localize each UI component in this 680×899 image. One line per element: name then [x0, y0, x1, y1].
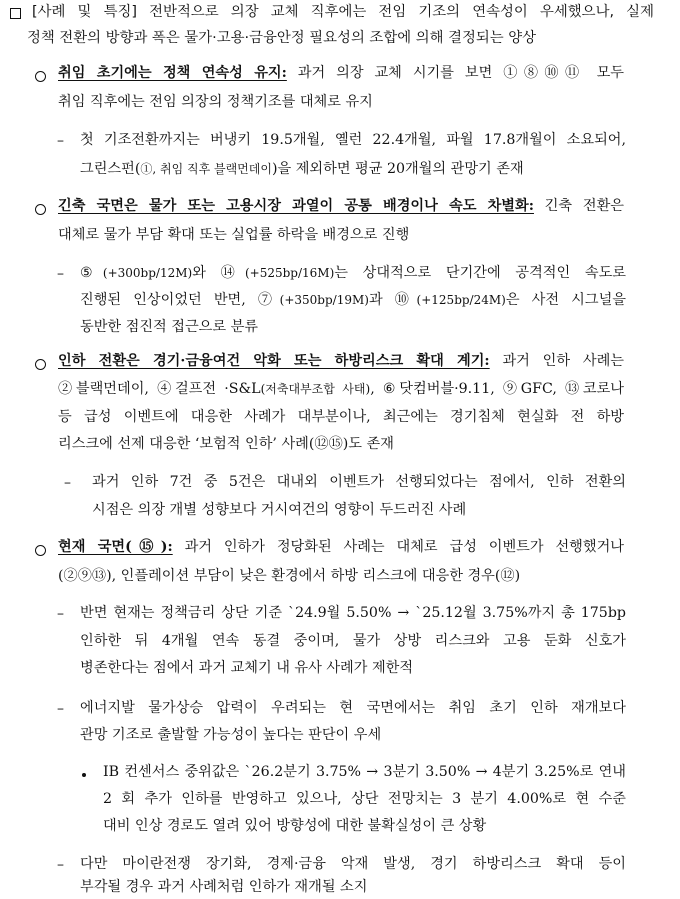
circle-bullet-icon: [35, 545, 46, 556]
s3-line-3: 등 급성 이벤트에 대응한 사례가 대부분이나, 최근에는 경기침체 현실화 전 하방: [58, 409, 624, 425]
s4-line-1: 현재 국면(⑮): 과거 인하가 정당화된 사례는 대체로 급성 이벤트가 선행했거나: [58, 539, 624, 555]
s4-dash2-line-2: 관망 기조로 출발할 가능성이 높다는 판단이 우세: [80, 727, 382, 743]
s2-dash-line-2: 진행된 인상이었던 반면, ⑦(+350bp/19M)과 ⑩(+125bp/24M)은 사전 시그널을: [80, 292, 626, 308]
square-bullet-icon: [10, 8, 21, 19]
header-line-2: 정책 전환의 방향과 폭은 물가·고용·금융안정 필요성의 조합에 의해 결정되는 양상: [27, 30, 537, 46]
s1-line-1: [58, 66, 624, 82]
s2-line-1: 긴축 국면은 물가 또는 고용시장 과열이 공통 배경이나 속도 차별화: 긴축 전환은: [58, 198, 625, 214]
dash-bullet-icon: –: [57, 133, 64, 149]
s4-title: 현재 국면(⑮):: [58, 539, 173, 555]
s4-dash1-line-1: 반면 현재는 정책금리 상단 기준 `24.9월 5.50% → `25.12월 3.75%까지 총 175bp: [80, 605, 626, 621]
s4-dash1-line-2: 인하한 뒤 4개월 연속 동결 중이며, 물가 상방 리스크와 고용 둔화 신호가: [80, 633, 626, 649]
s4-dash3-line-1: 다만 마이란전쟁 장기화, 경제·금융 악재 발생, 경기 하방리스크 확대 등이: [80, 856, 626, 872]
dot-bullet-icon: [82, 773, 86, 777]
circle-bullet-icon: [35, 359, 46, 370]
s2-title: 긴축 국면은 물가 또는 고용시장 과열이 공통 배경이나 속도 차별화:: [58, 198, 534, 214]
s4-dash2-line-1: 에너지발 물가상승 압력이 우려되는 현 국면에서는 취임 초기 인하 재개보다: [80, 700, 626, 716]
s2-dash-line-3: 동반한 점진적 접근으로 분류: [80, 319, 258, 335]
dash-bullet-icon: –: [57, 701, 64, 717]
s1-dash-line-2: 그린스펀(①, 취임 직후 블랙먼데이)을 제외하면 평균 20개월의 관망기 존재: [80, 161, 524, 177]
s4-bullet-line-1: IB 컨센서스 중위값은 `26.2분기 3.75% → 3분기 3.50% → 4분기 3.25%로 연내: [103, 764, 626, 780]
s2-dash-line-1: ⑤(+300bp/12M)와 ⑭(+525bp/16M)는 상대적으로 단기간에 공격적인 속도로: [80, 265, 626, 281]
s2-line-2: 대체로 물가 부담 확대 또는 실업률 하락을 배경으로 진행: [58, 227, 410, 243]
header-line-1: [사례 및 특징] 전반적으로 의장 교체 직후에는 전임 기조의 연속성이 우세했으나, 실제: [32, 4, 654, 20]
s3-line-2: ②블랙먼데이, ④걸프전 ·S&L(저축대부조합 사태), ⑥닷컴버블·9.11, ⑨GFC, ⑬코로나: [58, 381, 625, 397]
s1-title: 취임 초기에는 정책 연속성 유지:: [58, 65, 287, 81]
s3-dash-line-1: 과거 인하 7건 중 5건은 대내외 이벤트가 선행되었다는 점에서, 인하 전환의: [92, 474, 626, 490]
s3-dash-line-2: 시점은 의장 개별 성향보다 거시여건의 영향이 두드러진 사례: [92, 502, 467, 518]
s3-line-1: 인하 전환은 경기·금융여건 악화 또는 하방리스크 확대 계기: 과거 인하 사례는: [58, 353, 624, 369]
s4-bullet-line-3: 대비 인상 경로도 열려 있어 방향성에 대한 불확실성이 큰 상황: [103, 818, 487, 834]
s1-dash-line-1: 첫 기조전환까지는 버냉키 19.5개월, 옐런 22.4개월, 파월 17.8개월이 소요되어,: [80, 132, 626, 148]
s3-line-4: 리스크에 선제 대응한 ‘보험적 인하’ 사례(⑫⑮)도 존재: [58, 436, 394, 452]
s4-dash3-line-2: 부각될 경우 과거 사례처럼 인하가 재개될 소지: [80, 879, 368, 895]
dash-bullet-icon: –: [57, 606, 64, 622]
s4-bullet-line-2: 2 회 추가 인하를 반영하고 있으나, 상단 전망치는 3 분기 4.00%로 현 수준: [103, 791, 626, 807]
dash-bullet-icon: –: [57, 266, 64, 282]
dash-bullet-icon: –: [57, 857, 64, 873]
circle-bullet-icon: [35, 71, 46, 82]
circle-bullet-icon: [35, 204, 46, 215]
dash-bullet-icon: –: [64, 475, 71, 491]
s1-line-2: 취임 직후에는 전임 의장의 정책기조를 대체로 유지: [58, 94, 373, 110]
s4-dash1-line-3: 병존한다는 점에서 과거 교체기 내 유사 사례가 제한적: [80, 660, 414, 676]
s3-title: 인하 전환은 경기·금융여건 악화 또는 하방리스크 확대 계기:: [58, 353, 490, 369]
s1-line-1-text: 과거 의장 교체 시기를 보면 ①⑧⑩⑪ 모두: [286, 65, 624, 81]
s4-line-2: (②⑨⑬), 인플레이션 부담이 낮은 환경에서 하방 리스크에 대응한 경우(⑫): [58, 568, 521, 584]
